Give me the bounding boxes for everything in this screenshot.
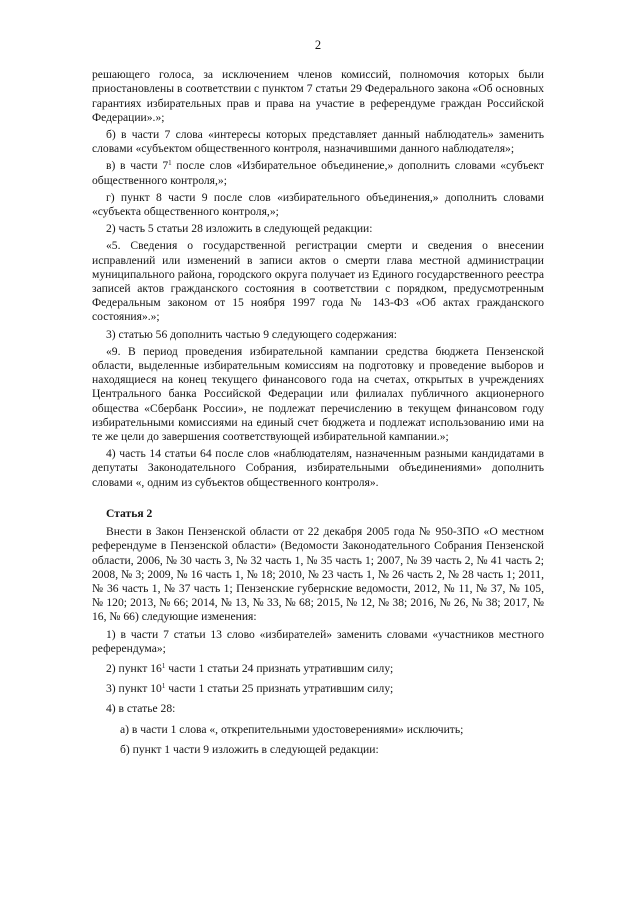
- superscript: 1: [161, 682, 166, 691]
- paragraph-item-v: [92, 159, 544, 187]
- paragraph-a2-item-1: 1) в части 7 статьи 13 слово «избирателей» заменить словами «участников местного референдума»;: [92, 627, 544, 655]
- paragraph-item-2: 2) часть 5 статьи 28 изложить в следующей редакции:: [106, 222, 373, 236]
- paragraph-continuation: решающего голоса, за исключением членов комиссий, полномочия которых были приостановлены в соответствии с пунктом 7 статьи 29 Федерального закона «Об основных гарантиях избирательных прав и права на участие в референдуме граждан Российской Федерации».»;: [92, 68, 544, 124]
- paragraph-a2-item-4: 4) в статье 28:: [106, 702, 176, 716]
- a2-item-3-start: 3) пункт 10: [106, 682, 162, 696]
- paragraph-quote-9: «9. В период проведения избирательной кампании средства бюджета Пензенской области, выделенные избирательным комиссиям на подготовку и проведение выборов и находящиеся на конец текущего финансового года на счетах, открытых в учреждениях Центрального банка Российской Федерации или филиалах публичного акционерного общества «Сбербанк России», не подлежат перечислению в текущем финансовом году избирательными комиссиями на единый счет бюджета и подлежат использованию ими на те же цели до завершения соответствующей избирательной кампании.»;: [92, 344, 544, 444]
- superscript: 1: [168, 159, 172, 168]
- paragraph-a2-item-4b: б) пункт 1 части 9 изложить в следующей редакции:: [120, 742, 379, 756]
- superscript: 1: [161, 661, 166, 670]
- a2-item-2-start: 2) пункт 16: [106, 661, 162, 675]
- paragraph-item-4: 4) часть 14 статьи 64 после слов «наблюдателям, назначенным разными кандидатами в депутаты Законодательного Собрания, избирательными объединениями» дополнить словами «, одним из субъектов общественного контроля».: [92, 447, 544, 489]
- paragraph-article-2-intro: Внести в Закон Пензенской области от 22 декабря 2005 года № 950-ЗПО «О местном референдуме в Пензенской области» (Ведомости Законодательного Собрания Пензенской области, 2006, № 30 часть 3, № 32 часть 1, № 35 часть 1; 2007, № 39 часть 2, № 41 часть 2; 2008, № 3; 2009, № 16 часть 1, № 18; 2010, № 23 часть 1, № 26 часть 2, № 28 часть 1; 2011, № 36 часть 1, № 37 часть 1; Пензенские губернские ведомости, 2012, № 11, № 37, № 105, № 120; 2013, № 66; 2014, № 13, № 33, № 68; 2015, № 12, № 38; 2016, № 26, № 38; 2017, № 16, № 66) следующие изменения:: [92, 525, 544, 624]
- item-v-start: в) в части 7: [106, 159, 169, 173]
- a2-item-3-end: части 1 статьи 25 признать утратившим силу;: [165, 682, 394, 696]
- paragraph-a2-item-3: [92, 682, 544, 696]
- page-number: 2: [314, 38, 322, 52]
- paragraph-a2-item-4a: а) в части 1 слова «, открепительными удостоверениями» исключить;: [120, 722, 464, 736]
- paragraph-a2-item-2: [92, 662, 544, 676]
- a2-item-2-end: части 1 статьи 24 признать утратившим силу;: [165, 661, 394, 675]
- paragraph-item-g: г) пункт 8 части 9 после слов «избирательного объединения,» дополнить словами «субъекта общественного контроля,»;: [92, 190, 544, 219]
- paragraph-item-b: б) в части 7 слова «интересы которых представляет данный наблюдатель» заменить словами «субъектом общественного контроля, назначившими данного наблюдателя»;: [92, 128, 544, 156]
- paragraph-quote-5: «5. Сведения о государственной регистрации смерти и сведения о внесении исправлений или изменений в записи актов о смерти глава местной администрации муниципального района, городского округа получает из Единого государственного реестра записей актов гражданского состояния в соответствии с порядком, предусмотренным Федеральным законом от 15 ноября 1997 года № 143-ФЗ «Об актах гражданского состояния».»;: [92, 239, 544, 324]
- item-v-end: после слов «Избирательное объединение,» дополнить словами «субъект общественного контроля,»;: [92, 159, 544, 187]
- paragraph-item-3: 3) статью 56 дополнить частью 9 следующего содержания:: [106, 327, 397, 341]
- article-heading: Статья 2: [106, 506, 153, 520]
